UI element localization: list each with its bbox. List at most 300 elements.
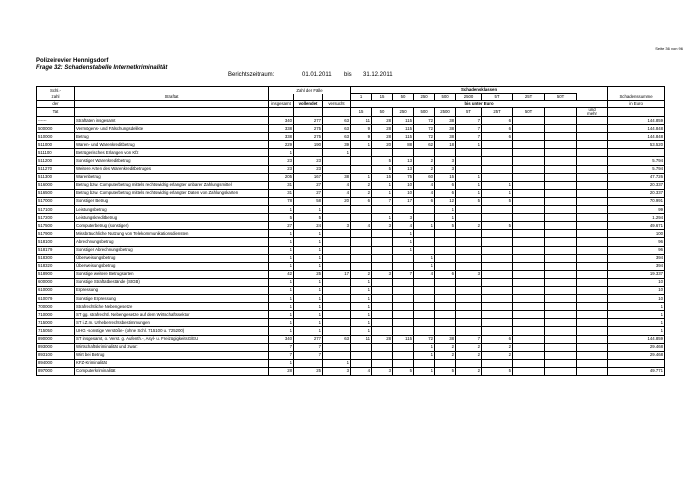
cell-k5: 6 bbox=[435, 270, 456, 278]
cell-k2: 3 bbox=[372, 367, 393, 375]
cell-k7 bbox=[482, 327, 513, 335]
cell-k4 bbox=[414, 230, 435, 238]
cell-k2: 3 bbox=[372, 270, 393, 278]
cell-versucht bbox=[323, 343, 351, 351]
cell-k5: 3 bbox=[435, 157, 456, 165]
col-schl-3: der bbox=[37, 101, 75, 108]
cell-code: 517900 bbox=[37, 230, 75, 238]
table-row bbox=[37, 197, 665, 205]
cell-k7: 1 bbox=[482, 189, 513, 197]
cell-k7 bbox=[482, 206, 513, 214]
cell-k1: 1 bbox=[351, 303, 372, 311]
col-summe-2: in Euro bbox=[608, 101, 665, 108]
cell-k3 bbox=[393, 303, 414, 311]
cell-k2 bbox=[372, 246, 393, 254]
cell-k2: 1 bbox=[372, 189, 393, 197]
col-summe-blank bbox=[608, 87, 665, 94]
cell-k10 bbox=[577, 246, 608, 254]
class-top-0: 1 bbox=[351, 94, 372, 101]
cell-k7 bbox=[482, 270, 513, 278]
cell-k4 bbox=[414, 327, 435, 335]
cell-k5: 18 bbox=[435, 141, 456, 149]
cell-k3: 7 bbox=[393, 270, 414, 278]
cell-straftat: Abrechnungsbetrug bbox=[75, 238, 269, 246]
cell-versucht: 3 bbox=[323, 367, 351, 375]
table-body bbox=[37, 117, 665, 376]
cell-insgesamt: 1 bbox=[269, 311, 294, 319]
cell-vollendet: 1 bbox=[294, 319, 323, 327]
class-top-1: 15 bbox=[372, 94, 393, 101]
col-schl-1: Schl.- bbox=[37, 87, 75, 94]
cell-k3 bbox=[393, 206, 414, 214]
cell-straftat: Sonstige Erpressung bbox=[75, 295, 269, 303]
cell-k3: 115 bbox=[393, 335, 414, 343]
cell-k6: 1 bbox=[456, 189, 482, 197]
cell-insgesamt: 1 bbox=[269, 359, 294, 367]
cell-k8 bbox=[513, 214, 545, 222]
cell-k10 bbox=[577, 286, 608, 294]
cell-k5 bbox=[435, 319, 456, 327]
cell-k7: 5 bbox=[482, 367, 513, 375]
cell-k8 bbox=[513, 133, 545, 141]
cell-k7 bbox=[482, 254, 513, 262]
cell-summe: 49.671 bbox=[608, 222, 665, 230]
col-straftat bbox=[75, 87, 269, 94]
cell-k9 bbox=[545, 238, 577, 246]
cell-code: 518179 bbox=[37, 246, 75, 254]
table-row bbox=[37, 157, 665, 165]
table-row bbox=[37, 286, 665, 294]
col-insgesamt: insgesamt bbox=[269, 101, 294, 108]
cell-k3 bbox=[393, 254, 414, 262]
cell-k4 bbox=[414, 295, 435, 303]
cell-k6 bbox=[456, 254, 482, 262]
cell-k9 bbox=[545, 157, 577, 165]
table-row bbox=[37, 327, 665, 335]
cell-k1 bbox=[351, 254, 372, 262]
cell-straftat: Weitere Arten des Warenkreditbetruges bbox=[75, 165, 269, 173]
cell-code: 518320 bbox=[37, 262, 75, 270]
cell-versucht: 1 bbox=[323, 149, 351, 157]
cell-k1: 2 bbox=[351, 270, 372, 278]
cell-k10 bbox=[577, 319, 608, 327]
cell-summe: 5.794 bbox=[608, 165, 665, 173]
cell-versucht: 4 bbox=[323, 181, 351, 189]
cell-k9 bbox=[545, 181, 577, 189]
cell-k6 bbox=[456, 238, 482, 246]
cell-code: 610079 bbox=[37, 295, 75, 303]
cell-k4: 72 bbox=[414, 117, 435, 125]
cell-vollendet: 25 bbox=[294, 367, 323, 375]
cell-versucht bbox=[323, 238, 351, 246]
cell-k3 bbox=[393, 359, 414, 367]
cell-k9 bbox=[545, 278, 577, 286]
cell-code: 517100 bbox=[37, 206, 75, 214]
cell-k6 bbox=[456, 157, 482, 165]
col-versucht-top bbox=[323, 94, 351, 101]
cell-k5: 38 bbox=[435, 133, 456, 141]
cell-k8 bbox=[513, 327, 545, 335]
col-insgesamt-top bbox=[269, 94, 294, 101]
cell-straftat: UHG -sonstige Verstöße- (ohne Schl. 715100 u. 725200) bbox=[75, 327, 269, 335]
cell-insgesamt: 27 bbox=[269, 222, 294, 230]
cell-k9 bbox=[545, 246, 577, 254]
table-row bbox=[37, 295, 665, 303]
cell-vollendet: 275 bbox=[294, 133, 323, 141]
cell-k10 bbox=[577, 311, 608, 319]
cell-k8 bbox=[513, 238, 545, 246]
cell-vollendet: 1 bbox=[294, 262, 323, 270]
class-top-8: 50T bbox=[545, 94, 577, 101]
col-versucht: versucht bbox=[323, 101, 351, 108]
cell-k3: 1 bbox=[393, 230, 414, 238]
table-row bbox=[37, 311, 665, 319]
cell-k8 bbox=[513, 189, 545, 197]
cell-k4 bbox=[414, 319, 435, 327]
cell-k2: 28 bbox=[372, 117, 393, 125]
cell-k9 bbox=[545, 367, 577, 375]
cell-k7: 5 bbox=[482, 222, 513, 230]
cell-insgesamt: 7 bbox=[269, 351, 294, 359]
cell-summe: 1 bbox=[608, 303, 665, 311]
cell-k1 bbox=[351, 238, 372, 246]
cell-k1: 11 bbox=[351, 335, 372, 343]
cell-k8 bbox=[513, 149, 545, 157]
cell-k10 bbox=[577, 238, 608, 246]
cell-k8 bbox=[513, 222, 545, 230]
cell-versucht bbox=[323, 165, 351, 173]
cell-k10 bbox=[577, 173, 608, 181]
col-schl-4: Tat bbox=[37, 108, 75, 117]
cell-k9 bbox=[545, 351, 577, 359]
cell-k1 bbox=[351, 359, 372, 367]
cell-k10 bbox=[577, 165, 608, 173]
cell-k4: 2 bbox=[414, 165, 435, 173]
cell-k8 bbox=[513, 141, 545, 149]
cell-versucht bbox=[323, 157, 351, 165]
cell-k1: 9 bbox=[351, 133, 372, 141]
cell-insgesamt: 1 bbox=[269, 206, 294, 214]
cell-k6 bbox=[456, 165, 482, 173]
cell-straftat: Sonstige Straftatbestände (StGB) bbox=[75, 278, 269, 286]
organization-title: Polizeirevier Hennigsdorf bbox=[36, 58, 109, 64]
cell-k8 bbox=[513, 335, 545, 343]
table-row bbox=[37, 270, 665, 278]
cell-versucht bbox=[323, 311, 351, 319]
cell-vollendet: 24 bbox=[294, 222, 323, 230]
cell-k5: 1 bbox=[435, 214, 456, 222]
cell-k7 bbox=[482, 173, 513, 181]
cell-k1: 1 bbox=[351, 327, 372, 335]
cell-k8 bbox=[513, 286, 545, 294]
cell-k10 bbox=[577, 133, 608, 141]
cell-code: 894000 bbox=[37, 359, 75, 367]
cell-k1: 1 bbox=[351, 319, 372, 327]
cell-summe: 96 bbox=[608, 246, 665, 254]
cell-k1 bbox=[351, 246, 372, 254]
cell-summe: 53.520 bbox=[608, 141, 665, 149]
table-row bbox=[37, 335, 665, 343]
cell-k8 bbox=[513, 206, 545, 214]
cell-insgesamt: 78 bbox=[269, 197, 294, 205]
cell-k2: 3 bbox=[372, 222, 393, 230]
col-summe-1: Schadenssumme bbox=[608, 94, 665, 101]
cell-k5: 12 bbox=[435, 197, 456, 205]
cell-k10 bbox=[577, 230, 608, 238]
cell-k4: 1 bbox=[414, 351, 435, 359]
cell-vollendet: 7 bbox=[294, 351, 323, 359]
cell-k8 bbox=[513, 359, 545, 367]
cell-code: 511200 bbox=[37, 157, 75, 165]
cell-k9 bbox=[545, 254, 577, 262]
cell-vollendet: 1 bbox=[294, 295, 323, 303]
table-row bbox=[37, 351, 665, 359]
cell-k3: 17 bbox=[393, 197, 414, 205]
cell-k9 bbox=[545, 295, 577, 303]
cell-k10 bbox=[577, 295, 608, 303]
cell-code: 518100 bbox=[37, 238, 75, 246]
cell-k4: 1 bbox=[414, 262, 435, 270]
cell-k3: 115 bbox=[393, 117, 414, 125]
cell-k5: 38 bbox=[435, 125, 456, 133]
cell-k7 bbox=[482, 165, 513, 173]
table-row bbox=[37, 125, 665, 133]
cell-k10 bbox=[577, 141, 608, 149]
table-row bbox=[37, 319, 665, 327]
cell-k8 bbox=[513, 165, 545, 173]
cell-k1: 1 bbox=[351, 141, 372, 149]
cell-summe: 10 bbox=[608, 278, 665, 286]
cell-straftat: Sonstiger Abrechnungsbetrug bbox=[75, 246, 269, 254]
cell-summe: 100 bbox=[608, 230, 665, 238]
cell-k6 bbox=[456, 206, 482, 214]
col-vollendet-top bbox=[294, 94, 323, 101]
cell-k4: 72 bbox=[414, 133, 435, 141]
cell-k2: 5 bbox=[372, 157, 393, 165]
cell-k4: 4 bbox=[414, 270, 435, 278]
cell-versucht bbox=[323, 319, 351, 327]
cell-k9 bbox=[545, 189, 577, 197]
cell-k9 bbox=[545, 222, 577, 230]
cell-k9 bbox=[545, 262, 577, 270]
cell-insgesamt: 1 bbox=[269, 278, 294, 286]
cell-k2 bbox=[372, 311, 393, 319]
cell-code: 518300 bbox=[37, 254, 75, 262]
cell-k3 bbox=[393, 278, 414, 286]
cell-straftat: Überweisungsbetrug bbox=[75, 254, 269, 262]
cell-k3: 115 bbox=[393, 133, 414, 141]
cell-k2: 20 bbox=[372, 141, 393, 149]
cell-straftat: ST i.Z.m. Urheberrechtsbestimmungen bbox=[75, 319, 269, 327]
table-row bbox=[37, 246, 665, 254]
cell-k5: 2 bbox=[435, 343, 456, 351]
cell-straftat: Wirtschaftskriminalität und zwar: bbox=[75, 343, 269, 351]
cell-k5: 38 bbox=[435, 335, 456, 343]
table-row bbox=[37, 173, 665, 181]
cell-k7 bbox=[482, 214, 513, 222]
cell-k3 bbox=[393, 351, 414, 359]
cell-insgesamt: 338 bbox=[269, 125, 294, 133]
cell-k3 bbox=[393, 311, 414, 319]
cell-k10 bbox=[577, 262, 608, 270]
cell-k10 bbox=[577, 270, 608, 278]
cell-versucht bbox=[323, 230, 351, 238]
cell-insgesamt: 340 bbox=[269, 117, 294, 125]
cell-k3 bbox=[393, 262, 414, 270]
cell-k10 bbox=[577, 125, 608, 133]
cell-k5 bbox=[435, 278, 456, 286]
cell-k4 bbox=[414, 303, 435, 311]
cell-k3: 3 bbox=[393, 214, 414, 222]
cell-versucht bbox=[323, 351, 351, 359]
table-row bbox=[37, 367, 665, 375]
page-number: Seite 36 von 96 bbox=[655, 46, 683, 51]
cell-k3 bbox=[393, 286, 414, 294]
cell-insgesamt: 5 bbox=[269, 214, 294, 222]
cell-summe: 10 bbox=[608, 286, 665, 294]
cell-k1: 4 bbox=[351, 222, 372, 230]
cell-insgesamt: 1 bbox=[269, 262, 294, 270]
cell-versucht bbox=[323, 246, 351, 254]
cell-k6 bbox=[456, 319, 482, 327]
cell-k8 bbox=[513, 157, 545, 165]
cell-k9 bbox=[545, 141, 577, 149]
cell-k2: 5 bbox=[372, 165, 393, 173]
cell-vollendet: 1 bbox=[294, 303, 323, 311]
cell-k8 bbox=[513, 173, 545, 181]
cell-k7 bbox=[482, 286, 513, 294]
cell-versucht: 3 bbox=[323, 222, 351, 230]
cell-versucht bbox=[323, 286, 351, 294]
cell-k7 bbox=[482, 278, 513, 286]
cell-insgesamt: 1 bbox=[269, 149, 294, 157]
cell-k8 bbox=[513, 181, 545, 189]
cell-insgesamt: 1 bbox=[269, 286, 294, 294]
cell-k3 bbox=[393, 319, 414, 327]
cell-k3: 115 bbox=[393, 125, 414, 133]
cell-summe: 144.848 bbox=[608, 125, 665, 133]
cell-k7 bbox=[482, 246, 513, 254]
table-row bbox=[37, 343, 665, 351]
cell-k4: 72 bbox=[414, 125, 435, 133]
cell-k9 bbox=[545, 117, 577, 125]
cell-vollendet: 1 bbox=[294, 238, 323, 246]
cell-vollendet: 1 bbox=[294, 327, 323, 335]
cell-k1 bbox=[351, 206, 372, 214]
class-und: und bbox=[588, 107, 596, 112]
cell-versucht: 38 bbox=[323, 173, 351, 181]
cell-k7: 2 bbox=[482, 351, 513, 359]
cell-k9 bbox=[545, 125, 577, 133]
col-vollendet-bottom bbox=[294, 108, 323, 117]
table-row bbox=[37, 141, 665, 149]
cell-code: 890000 bbox=[37, 335, 75, 343]
cell-k4: 1 bbox=[414, 254, 435, 262]
cell-k1 bbox=[351, 230, 372, 238]
cell-vollendet: 190 bbox=[294, 141, 323, 149]
cell-summe: 19.337 bbox=[608, 270, 665, 278]
class-bottom-0: 15 bbox=[351, 108, 372, 117]
cell-code: 517500 bbox=[37, 222, 75, 230]
cell-k6 bbox=[456, 230, 482, 238]
table-row bbox=[37, 189, 665, 197]
cell-k10 bbox=[577, 117, 608, 125]
cell-straftat: Sonstiger Warenkreditbetrug bbox=[75, 157, 269, 165]
cell-k8 bbox=[513, 197, 545, 205]
cell-k10 bbox=[577, 303, 608, 311]
cell-k10 bbox=[577, 359, 608, 367]
cell-k5 bbox=[435, 359, 456, 367]
cell-k9 bbox=[545, 165, 577, 173]
cell-k10 bbox=[577, 343, 608, 351]
table-row bbox=[37, 181, 665, 189]
class-bottom-1: 50 bbox=[372, 108, 393, 117]
cell-k4 bbox=[414, 238, 435, 246]
cell-k5 bbox=[435, 262, 456, 270]
period-to: 31.12.2011 bbox=[363, 72, 393, 78]
col-straftat-bottom bbox=[75, 108, 269, 117]
cell-k2 bbox=[372, 262, 393, 270]
cell-summe: 47.726 bbox=[608, 173, 665, 181]
cell-k4: 4 bbox=[414, 181, 435, 189]
table-row bbox=[37, 222, 665, 230]
cell-versucht bbox=[323, 206, 351, 214]
cell-k1 bbox=[351, 157, 372, 165]
cell-code: 517000 bbox=[37, 197, 75, 205]
class-bottom-5: 5T bbox=[456, 108, 482, 117]
table-row bbox=[37, 206, 665, 214]
cell-summe: 49.771 bbox=[608, 367, 665, 375]
cell-summe: 1 bbox=[608, 327, 665, 335]
cell-k8 bbox=[513, 319, 545, 327]
table-row bbox=[37, 278, 665, 286]
cell-k2 bbox=[372, 351, 393, 359]
cell-straftat: Wirt bei Betrug bbox=[75, 351, 269, 359]
class-top-9 bbox=[577, 94, 608, 101]
cell-vollendet: 27 bbox=[294, 189, 323, 197]
cell-k8 bbox=[513, 246, 545, 254]
cell-code: 511300 bbox=[37, 173, 75, 181]
cell-summe: 144.848 bbox=[608, 133, 665, 141]
cell-k4: 1 bbox=[414, 367, 435, 375]
cell-summe: 96 bbox=[608, 238, 665, 246]
cell-k6: 2 bbox=[456, 343, 482, 351]
cell-summe: 10 bbox=[608, 295, 665, 303]
cell-k6: 7 bbox=[456, 117, 482, 125]
cell-k1: 1 bbox=[351, 286, 372, 294]
cell-k6 bbox=[456, 262, 482, 270]
cell-k8 bbox=[513, 125, 545, 133]
cell-code: 715050 bbox=[37, 327, 75, 335]
col-schl-2: zahl bbox=[37, 94, 75, 101]
cell-insgesamt: 31 bbox=[269, 181, 294, 189]
cell-k7 bbox=[482, 295, 513, 303]
cell-versucht bbox=[323, 327, 351, 335]
cell-insgesamt: 28 bbox=[269, 367, 294, 375]
table-row bbox=[37, 230, 665, 238]
cell-straftat: Sonstiger Betrug bbox=[75, 197, 269, 205]
cell-k2 bbox=[372, 327, 393, 335]
cell-straftat: Computerkriminalität bbox=[75, 367, 269, 375]
cell-k2: 28 bbox=[372, 335, 393, 343]
cell-k5: 5 bbox=[435, 367, 456, 375]
cell-vollendet: 1 bbox=[294, 286, 323, 294]
class-bottom-blank bbox=[545, 108, 577, 117]
cell-k3: 5 bbox=[393, 367, 414, 375]
class-top-7: 25T bbox=[513, 94, 545, 101]
cell-straftat: ST insgesamt, o. Verst. g. Aufenth.-, Asyl- u. FreizügigkeitsG/EU bbox=[75, 335, 269, 343]
class-bottom-6: 25T bbox=[482, 108, 513, 117]
